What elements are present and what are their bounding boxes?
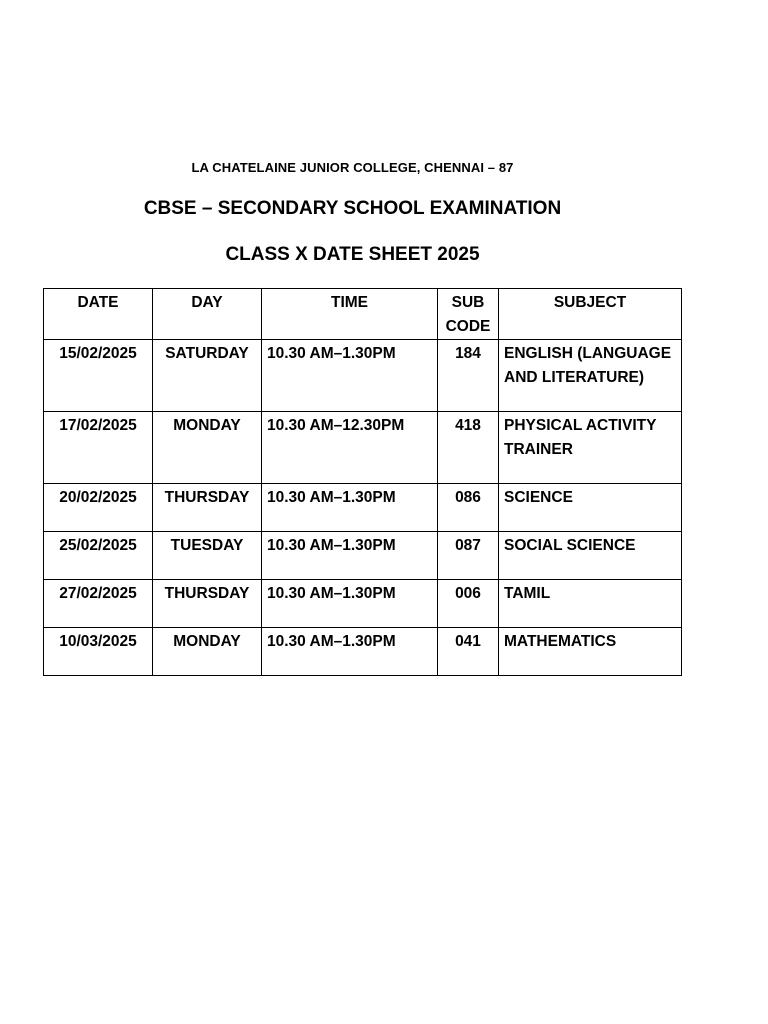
cell-sub-code: 087 xyxy=(438,532,499,580)
cell-subject: SOCIAL SCIENCE xyxy=(499,532,682,580)
cell-sub-code: 184 xyxy=(438,340,499,412)
table-row xyxy=(44,340,682,412)
column-header-date: DATE xyxy=(44,289,153,340)
table-row xyxy=(44,532,682,580)
cell-time: 10.30 AM–1.30PM xyxy=(262,484,438,532)
cell-day: THURSDAY xyxy=(153,580,262,628)
cell-day: MONDAY xyxy=(153,412,262,484)
cell-sub-code: 086 xyxy=(438,484,499,532)
cell-time: 10.30 AM–1.30PM xyxy=(262,628,438,676)
cell-date: 10/03/2025 xyxy=(44,628,153,676)
cell-subject: TAMIL xyxy=(499,580,682,628)
date-sheet-table xyxy=(43,288,682,676)
cell-subject: ENGLISH (LANGUAGE AND LITERATURE) xyxy=(499,340,682,412)
college-name: LA CHATELAINE JUNIOR COLLEGE, CHENNAI – 87 xyxy=(191,160,514,175)
cell-sub-code: 006 xyxy=(438,580,499,628)
table-header-row xyxy=(44,289,682,340)
cell-subject: MATHEMATICS xyxy=(499,628,682,676)
exam-title: CBSE – SECONDARY SCHOOL EXAMINATION xyxy=(143,198,562,219)
cell-sub-code: 041 xyxy=(438,628,499,676)
cell-time: 10.30 AM–12.30PM xyxy=(262,412,438,484)
cell-date: 20/02/2025 xyxy=(44,484,153,532)
cell-subject: PHYSICAL ACTIVITY TRAINER xyxy=(499,412,682,484)
cell-time: 10.30 AM–1.30PM xyxy=(262,532,438,580)
cell-day: THURSDAY xyxy=(153,484,262,532)
column-header-day: DAY xyxy=(153,289,262,340)
cell-day: MONDAY xyxy=(153,628,262,676)
table-row xyxy=(44,412,682,484)
column-header-sub-code: SUB CODE xyxy=(438,289,499,340)
table-row xyxy=(44,628,682,676)
cell-date: 15/02/2025 xyxy=(44,340,153,412)
table-row xyxy=(44,580,682,628)
cell-time: 10.30 AM–1.30PM xyxy=(262,340,438,412)
cell-subject: SCIENCE xyxy=(499,484,682,532)
cell-date: 25/02/2025 xyxy=(44,532,153,580)
table-row xyxy=(44,484,682,532)
cell-date: 27/02/2025 xyxy=(44,580,153,628)
date-sheet-title: CLASS X DATE SHEET 2025 xyxy=(225,244,480,265)
cell-day: TUESDAY xyxy=(153,532,262,580)
column-header-subject: SUBJECT xyxy=(499,289,682,340)
cell-time: 10.30 AM–1.30PM xyxy=(262,580,438,628)
cell-day: SATURDAY xyxy=(153,340,262,412)
cell-date: 17/02/2025 xyxy=(44,412,153,484)
column-header-time: TIME xyxy=(262,289,438,340)
cell-sub-code: 418 xyxy=(438,412,499,484)
